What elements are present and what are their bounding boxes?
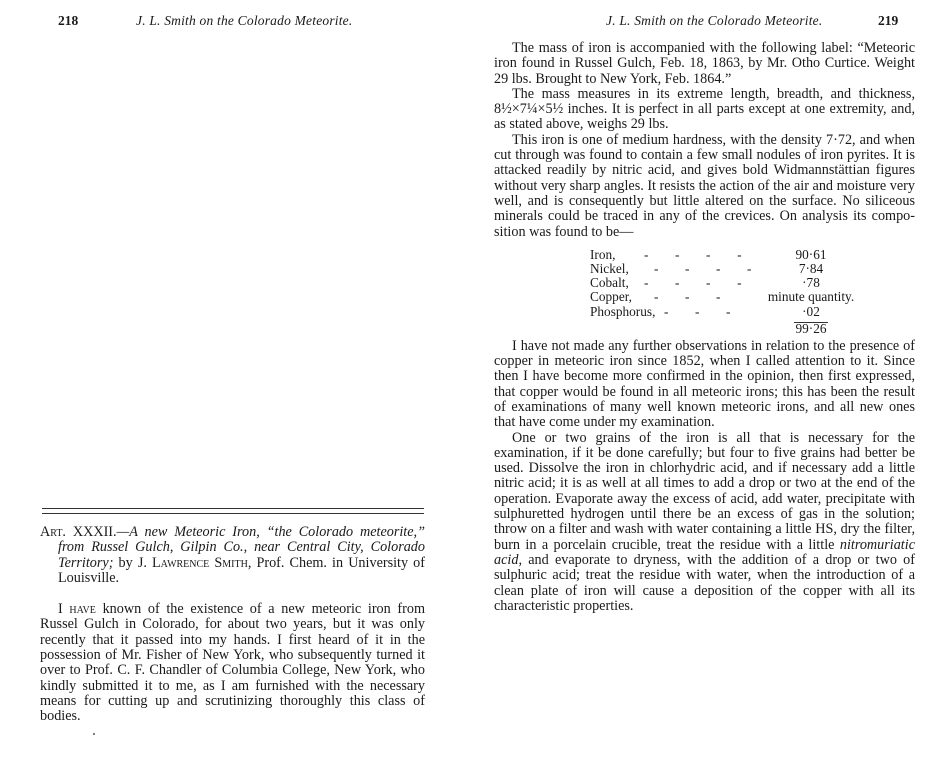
leader-dots: - - - bbox=[644, 289, 721, 305]
leader-dots: - - - - bbox=[644, 275, 742, 291]
paragraph-dimensions: The mass measures in its extreme length, breadth, and thickness, 8½×7¼×5½ inches. It is perfect in all parts except at one extremity, and, as stated above, weighs 29 lbs. bbox=[494, 85, 915, 133]
page-number: 218 bbox=[58, 13, 79, 28]
analysis-table bbox=[494, 248, 915, 335]
text-column bbox=[494, 41, 915, 614]
paragraph-properties: This iron is one of medium hardness, with the density 7·72, and when cut through was found to contain a few small nodules of iron pyrites. It is attacked readily by nitric acid, and gives bold Widmannstättian figures without very sharp angles. It resists the action of the air and moisture very well, and is consequently but little altered on the surface. No siliceous minerals could be traced in any of the crevices. On analysis its composition was found to be— bbox=[494, 131, 915, 240]
analysis-row-phosphorus bbox=[494, 305, 915, 319]
running-head-right bbox=[464, 13, 924, 29]
element-value: 90·61 bbox=[795, 246, 827, 262]
element-value: ·78 bbox=[802, 275, 820, 291]
element-name: Phosphorus, bbox=[590, 303, 656, 319]
leader-dots: - - - bbox=[644, 303, 731, 319]
analysis-row-cobalt bbox=[494, 276, 915, 290]
paragraph-method bbox=[494, 431, 915, 615]
running-title: J. L. Smith on the Colorado Meteorite. bbox=[606, 13, 823, 28]
article-number: Art. XXXII. bbox=[40, 524, 117, 540]
analysis-row-nickel bbox=[494, 262, 915, 276]
paragraph-label: The mass of iron is accompanied with the following label: “Meteoric iron found in Russel Gulch, Feb. 18, 1863, by Mr. Otho Curtice. Weight 29 lbs. Brought to New York, Feb. 1864.” bbox=[494, 40, 915, 87]
article-affiliation: , Prof. Chem. in University of Louisville. bbox=[58, 554, 425, 586]
element-value: minute quantity. bbox=[767, 289, 855, 305]
analysis-total: 99·26 bbox=[795, 320, 827, 336]
opening-paragraph bbox=[40, 602, 425, 724]
leader-dots: - - - - bbox=[644, 261, 752, 277]
running-title: J. L. Smith on the Colorado Meteorite. bbox=[136, 13, 353, 28]
opening-lead: I bbox=[58, 601, 70, 618]
element-name: Nickel, bbox=[590, 261, 629, 277]
element-name: Iron, bbox=[590, 246, 616, 262]
method-text-1: One or two grains of the iron is all that is necessary for the examination, if it be done carefully; but four to five grains had better be used. Dissolve the iron in chlorhydric acid, and if necessary add a little nitric acid; it is as well at all times to add a drop or two at the end of the operation. Evaporate away the excess of acid, add water, precipitate with sulphuretted hydrogen until there be an excess of gas in the solution; throw on a filter and wash with water containing a little HS, dry the filter, burn in a porcelain crucible, treat the residue with a little bbox=[494, 429, 915, 553]
article-author: Lawrence Smith bbox=[151, 554, 248, 571]
element-name: Copper, bbox=[590, 289, 632, 305]
element-value: ·02 bbox=[802, 303, 820, 319]
analysis-row-iron bbox=[494, 248, 915, 262]
article-column bbox=[40, 525, 425, 725]
print-speck bbox=[93, 733, 95, 735]
article-by: by J. bbox=[113, 554, 152, 571]
page-number: 219 bbox=[878, 13, 899, 28]
method-italic: nitromuriatic acid bbox=[494, 536, 915, 568]
running-head-left bbox=[58, 13, 438, 29]
opening-lead-smallcaps: have bbox=[69, 601, 96, 618]
article-title: —A new Meteoric Iron, “the Colorado meteorite,” from Russel Gulch, Gilpin Co., near Central City, Colorado Territory; bbox=[58, 524, 425, 571]
method-text-2: , and evaporate to dryness, with the addition of a drop or two of sulphuric acid; treat the residue with water, when the introduction of a clean plate of iron will cause a deposition of the copper with all its characteristic properties. bbox=[494, 551, 915, 614]
analysis-total-row bbox=[494, 319, 915, 335]
opening-text: known of the existence of a new meteoric iron from Russel Gulch in Colorado, for about two years, but it was only recently that it passed into my hands. I first heard of it in the possession of Mr. Fisher of New York, who subsequently turned it over to Prof. C. F. Chandler of Columbia College, New York, who kindly submitted it to me, as I am furnished with the necessary means for cutting up and scrutinizing thoroughly this class of bodies. bbox=[40, 601, 425, 725]
leader-dots: - - - - bbox=[644, 246, 742, 262]
section-divider-rule bbox=[42, 508, 424, 514]
analysis-row-copper bbox=[494, 290, 915, 304]
paragraph-copper: I have not made any further observations in relation to the presence of copper in meteoric iron since 1852, when I called attention to it. Since then I have become more confirmed in the opinion, then first expressed, that copper would be found in all meteoric irons; this has been the result of examinations of many well known meteoric irons, and all new ones that have come under my examination. bbox=[494, 337, 915, 431]
element-value: 7·84 bbox=[798, 261, 824, 277]
article-heading bbox=[40, 525, 425, 586]
right-page bbox=[464, 0, 928, 760]
element-name: Cobalt, bbox=[590, 275, 629, 291]
